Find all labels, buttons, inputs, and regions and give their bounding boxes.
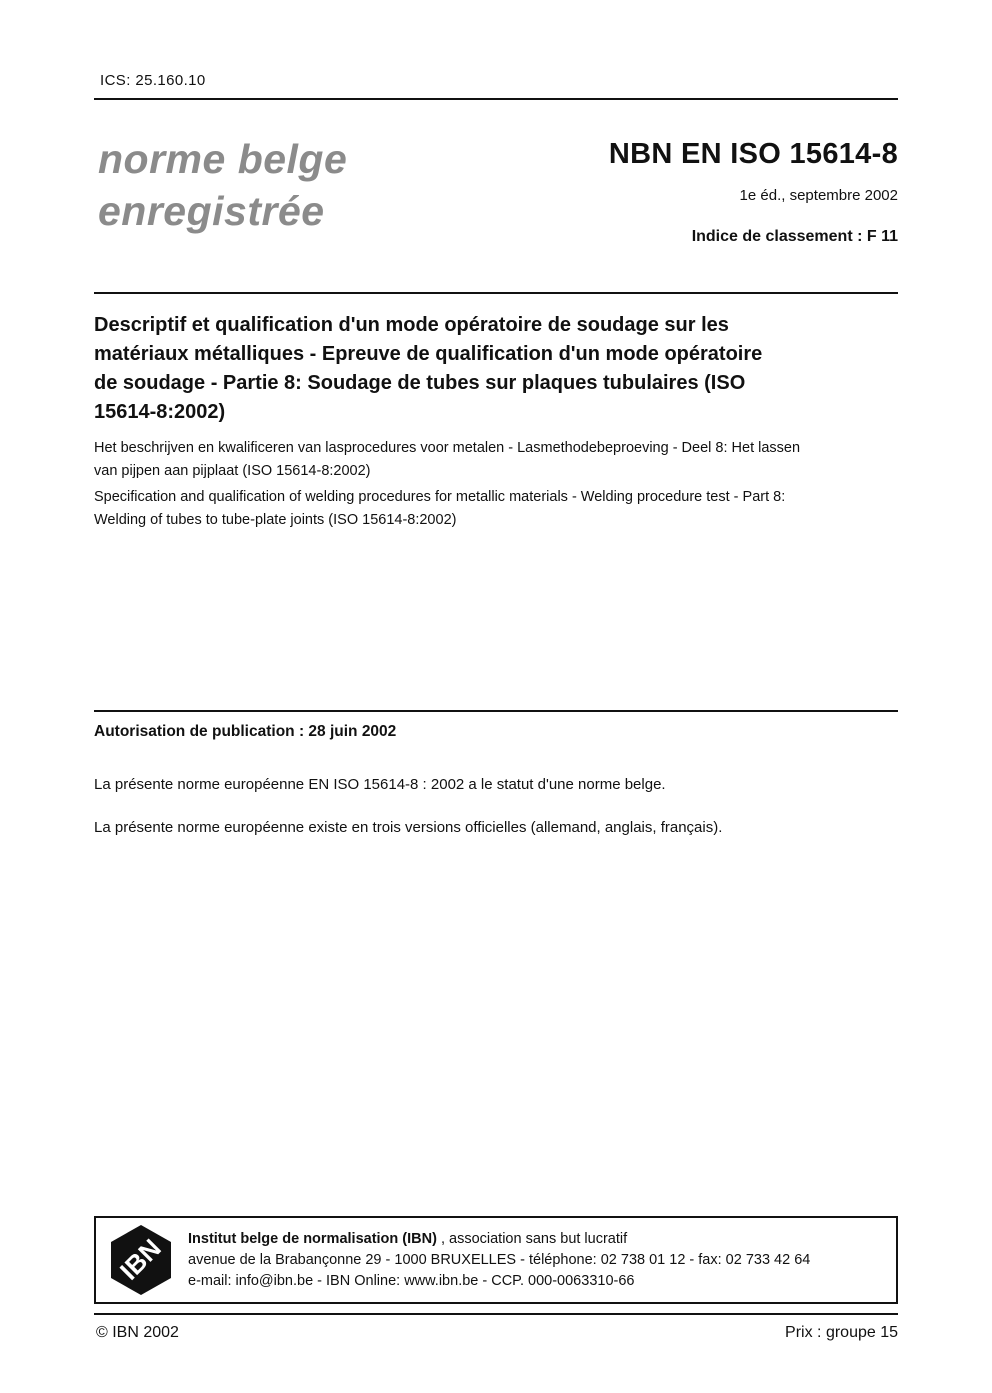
publisher-name: Institut belge de normalisation (IBN): [188, 1230, 437, 1247]
title-french-line: Descriptif et qualification d'un mode opératoire de soudage sur les: [94, 314, 729, 336]
title-french-line: 15614-8:2002): [94, 401, 226, 423]
versions-paragraph: La présente norme européenne existe en trois versions officielles (allemand, anglais, français).: [94, 819, 723, 836]
authorization-divider: [94, 710, 898, 712]
title-english-line: Welding of tubes to tube-plate joints (ISO 15614-8:2002): [94, 512, 457, 528]
publisher-details: [188, 1229, 810, 1292]
publisher-contact: e-mail: info@ibn.be - IBN Online: www.ibn.be - CCP. 000-0063310-66: [188, 1272, 635, 1289]
classification-index: Indice de classement : F 11: [691, 228, 898, 245]
title-dutch-line: Het beschrijven en kwalificeren van lasprocedures voor metalen - Lasmethodebeproeving - Deel 8: Het lassen: [94, 440, 801, 456]
edition-date: 1e éd., septembre 2002: [739, 187, 898, 204]
norme-belge-masthead: [98, 133, 347, 237]
masthead-line-1: norme belge: [98, 136, 348, 182]
title-french-line: matériaux métalliques - Epreuve de qualification d'un mode opératoire: [94, 343, 763, 365]
publisher-box: [94, 1216, 898, 1304]
ibn-logo-text: IBN: [113, 1232, 167, 1286]
document-number: NBN EN ISO 15614-8: [608, 138, 898, 170]
ics-code: ICS: 25.160.10: [100, 72, 206, 89]
publisher-address: avenue de la Brabançonne 29 - 1000 BRUXELLES - téléphone: 02 738 01 12 - fax: 02 733 42 64: [188, 1251, 811, 1268]
top-divider: [94, 98, 898, 100]
publisher-association: , association sans but lucratif: [436, 1230, 628, 1247]
title-french: [94, 311, 906, 427]
title-english-line: Specification and qualification of welding procedures for metallic materials - Welding procedure test - Part 8:: [94, 489, 786, 505]
price-group: Prix : groupe 15: [785, 1324, 898, 1341]
ibn-logo-icon: [106, 1223, 176, 1297]
title-french-line: de soudage - Partie 8: Soudage de tubes sur plaques tubulaires (ISO: [94, 372, 746, 394]
publisher-line-1: [188, 1229, 810, 1250]
title-dutch: [94, 437, 906, 483]
masthead-line-2: enregistrée: [98, 188, 325, 234]
title-dutch-line: van pijpen aan pijplaat (ISO 15614-8:2002): [94, 463, 371, 479]
authorization-statement: Autorisation de publication : 28 juin 2002: [94, 723, 397, 740]
header-divider: [94, 292, 898, 294]
status-paragraph: La présente norme européenne EN ISO 15614-8 : 2002 a le statut d'une norme belge.: [94, 776, 666, 793]
copyright-notice: © IBN 2002: [96, 1324, 179, 1341]
footer-divider: [94, 1313, 898, 1315]
title-english: [94, 486, 906, 532]
document-header-right: [609, 138, 898, 246]
